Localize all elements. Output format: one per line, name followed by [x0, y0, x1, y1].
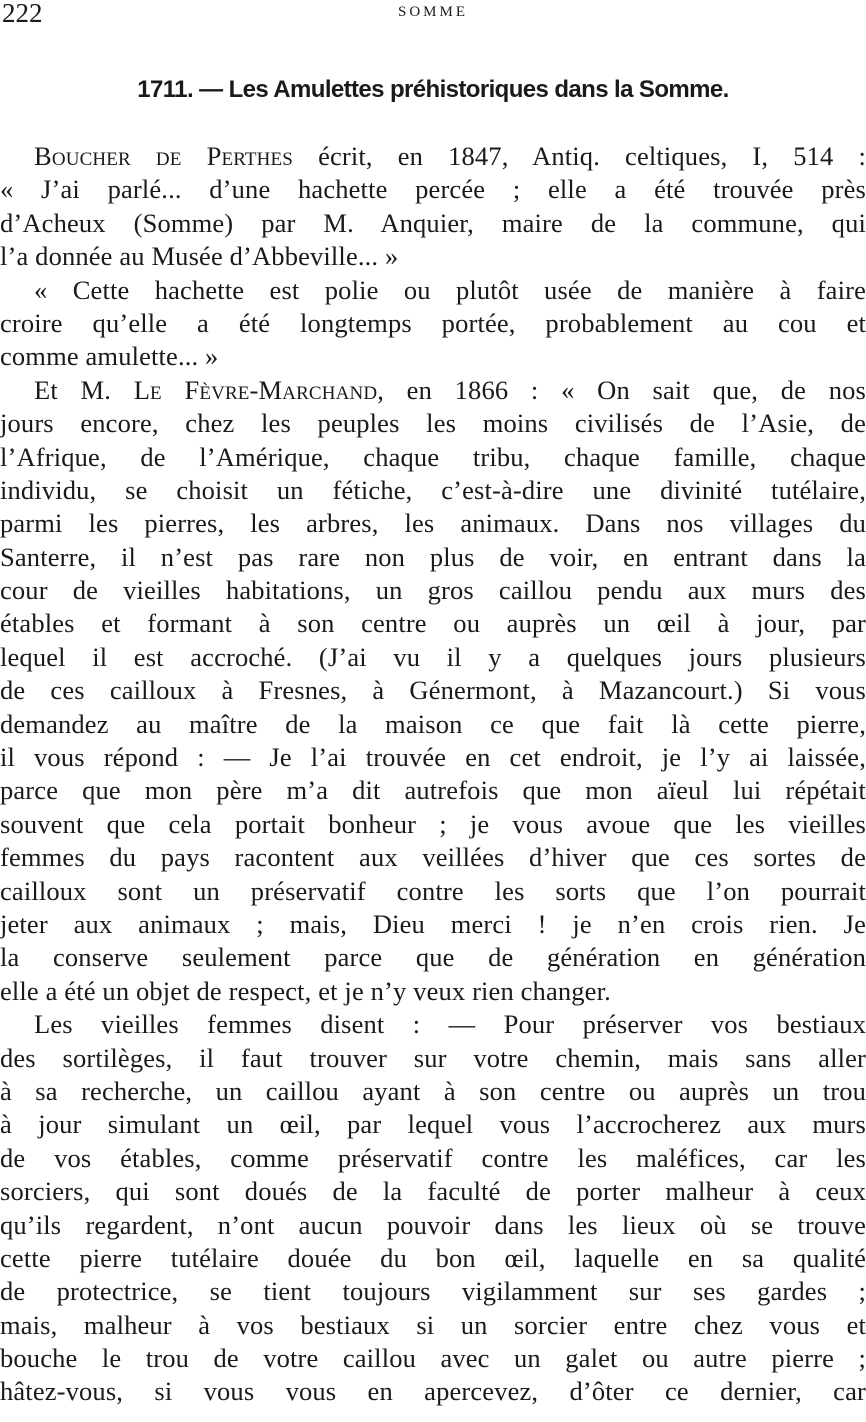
running-title: SOMME: [397, 4, 468, 20]
text-line: l’Afrique, de l’Amérique, chaque tribu, chaque famille, chaque: [0, 441, 866, 472]
running-head: [0, 0, 866, 36]
text-line: cour de vieilles habitations, un gros caillou pendu aux murs des: [0, 575, 866, 606]
text-line: il vous répond : — Je l’ai trouvée en cet endroit, je l’y ai laissée,: [0, 742, 866, 773]
text-line: jeter aux animaux ; mais, Dieu merci ! je n’en crois rien. Je: [0, 908, 866, 939]
text-line: femmes du pays racontent aux veillées d’hiver que ces sortes de: [0, 842, 866, 873]
text-line: « Cette hachette est polie ou plutôt usée de manière à faire: [34, 274, 866, 305]
text-line: elle a été un objet de respect, et je n’y veux rien changer.: [0, 975, 611, 1006]
text-line: parce que mon père m’a dit autrefois que mon aïeul lui répétait: [0, 775, 866, 806]
text-line: individu, se choisit un fétiche, c’est-à-dire une divinité tutélaire,: [0, 474, 866, 505]
body-text: [0, 140, 866, 1409]
text-line: cette pierre tutélaire douée du bon œil, laquelle en sa qualité: [0, 1242, 866, 1273]
text-line: hâtez-vous, si vous vous en apercevez, d’ôter ce dernier, car: [0, 1376, 866, 1407]
text-line: bouche le trou de votre caillou avec un galet ou autre pierre ;: [0, 1343, 866, 1374]
text-line: l’a donnée au Musée d’Abbeville... »: [0, 241, 399, 272]
text-line: souvent que cela portait bonheur ; je vous avoue que les vieilles: [0, 808, 866, 839]
text-line: « J’ai parlé... d’une hachette percée ; elle a été trouvée près: [0, 174, 866, 205]
text-line: jours encore, chez les peuples les moins civilisés de l’Asie, de: [0, 408, 866, 439]
text-line: à jour simulant un œil, par lequel vous l’accrocherez aux murs: [0, 1109, 866, 1140]
section-heading: 1711. — Les Amulettes préhistoriques dans la Somme.: [137, 76, 729, 103]
text-line: qu’ils regardent, n’ont aucun pouvoir dans les lieux où se trouve: [0, 1209, 866, 1240]
text-line: étables et formant à son centre ou auprès un œil à jour, par: [0, 608, 866, 639]
text-line: des sortilèges, il faut trouver sur votre chemin, mais sans aller: [0, 1042, 866, 1073]
text-line: croire qu’elle a été longtemps portée, probablement au cou et: [0, 307, 866, 338]
text-line: Boucher de Perthes écrit, en 1847, Antiq. celtiques, I, 514 :: [34, 141, 866, 171]
text-line: mais, malheur à vos bestiaux si un sorcier entre chez vous et: [0, 1309, 866, 1340]
text-line: la conserve seulement parce que de génération en génération: [0, 942, 866, 973]
text-line: à sa recherche, un caillou ayant à son centre ou auprès un trou: [0, 1075, 866, 1106]
text-line: lequel il est accroché. (J’ai vu il y a quelques jours plusieurs: [0, 641, 866, 672]
text-line: parmi les pierres, les arbres, les animaux. Dans nos villages du: [0, 508, 866, 539]
text-line: demandez au maître de la maison ce que fait là cette pierre,: [0, 708, 866, 739]
text-line: d’Acheux (Somme) par M. Anquier, maire de la commune, qui: [0, 207, 866, 238]
text-line: sorciers, qui sont doués de la faculté de porter malheur à ceux: [0, 1176, 866, 1207]
text-line: Les vieilles femmes disent : — Pour préserver vos bestiaux: [34, 1009, 866, 1040]
text-line: comme amulette... »: [0, 341, 219, 372]
text-line: cailloux sont un préservatif contre les sorts que l’on pourrait: [0, 875, 866, 906]
text-line: Santerre, il n’est pas rare non plus de voir, en entrant dans la: [0, 541, 866, 572]
text-line: de vos étables, comme préservatif contre les maléfices, car les: [0, 1142, 866, 1173]
page-number: 222: [2, 0, 43, 28]
text-line: de protectrice, se tient toujours vigilamment sur ses gardes ;: [0, 1276, 866, 1307]
text-line: de ces cailloux à Fresnes, à Génermont, à Mazancourt.) Si vous: [0, 675, 866, 706]
text-line: Et M. Le Fèvre-Marchand, en 1866 : « On sait que, de nos: [34, 374, 866, 405]
